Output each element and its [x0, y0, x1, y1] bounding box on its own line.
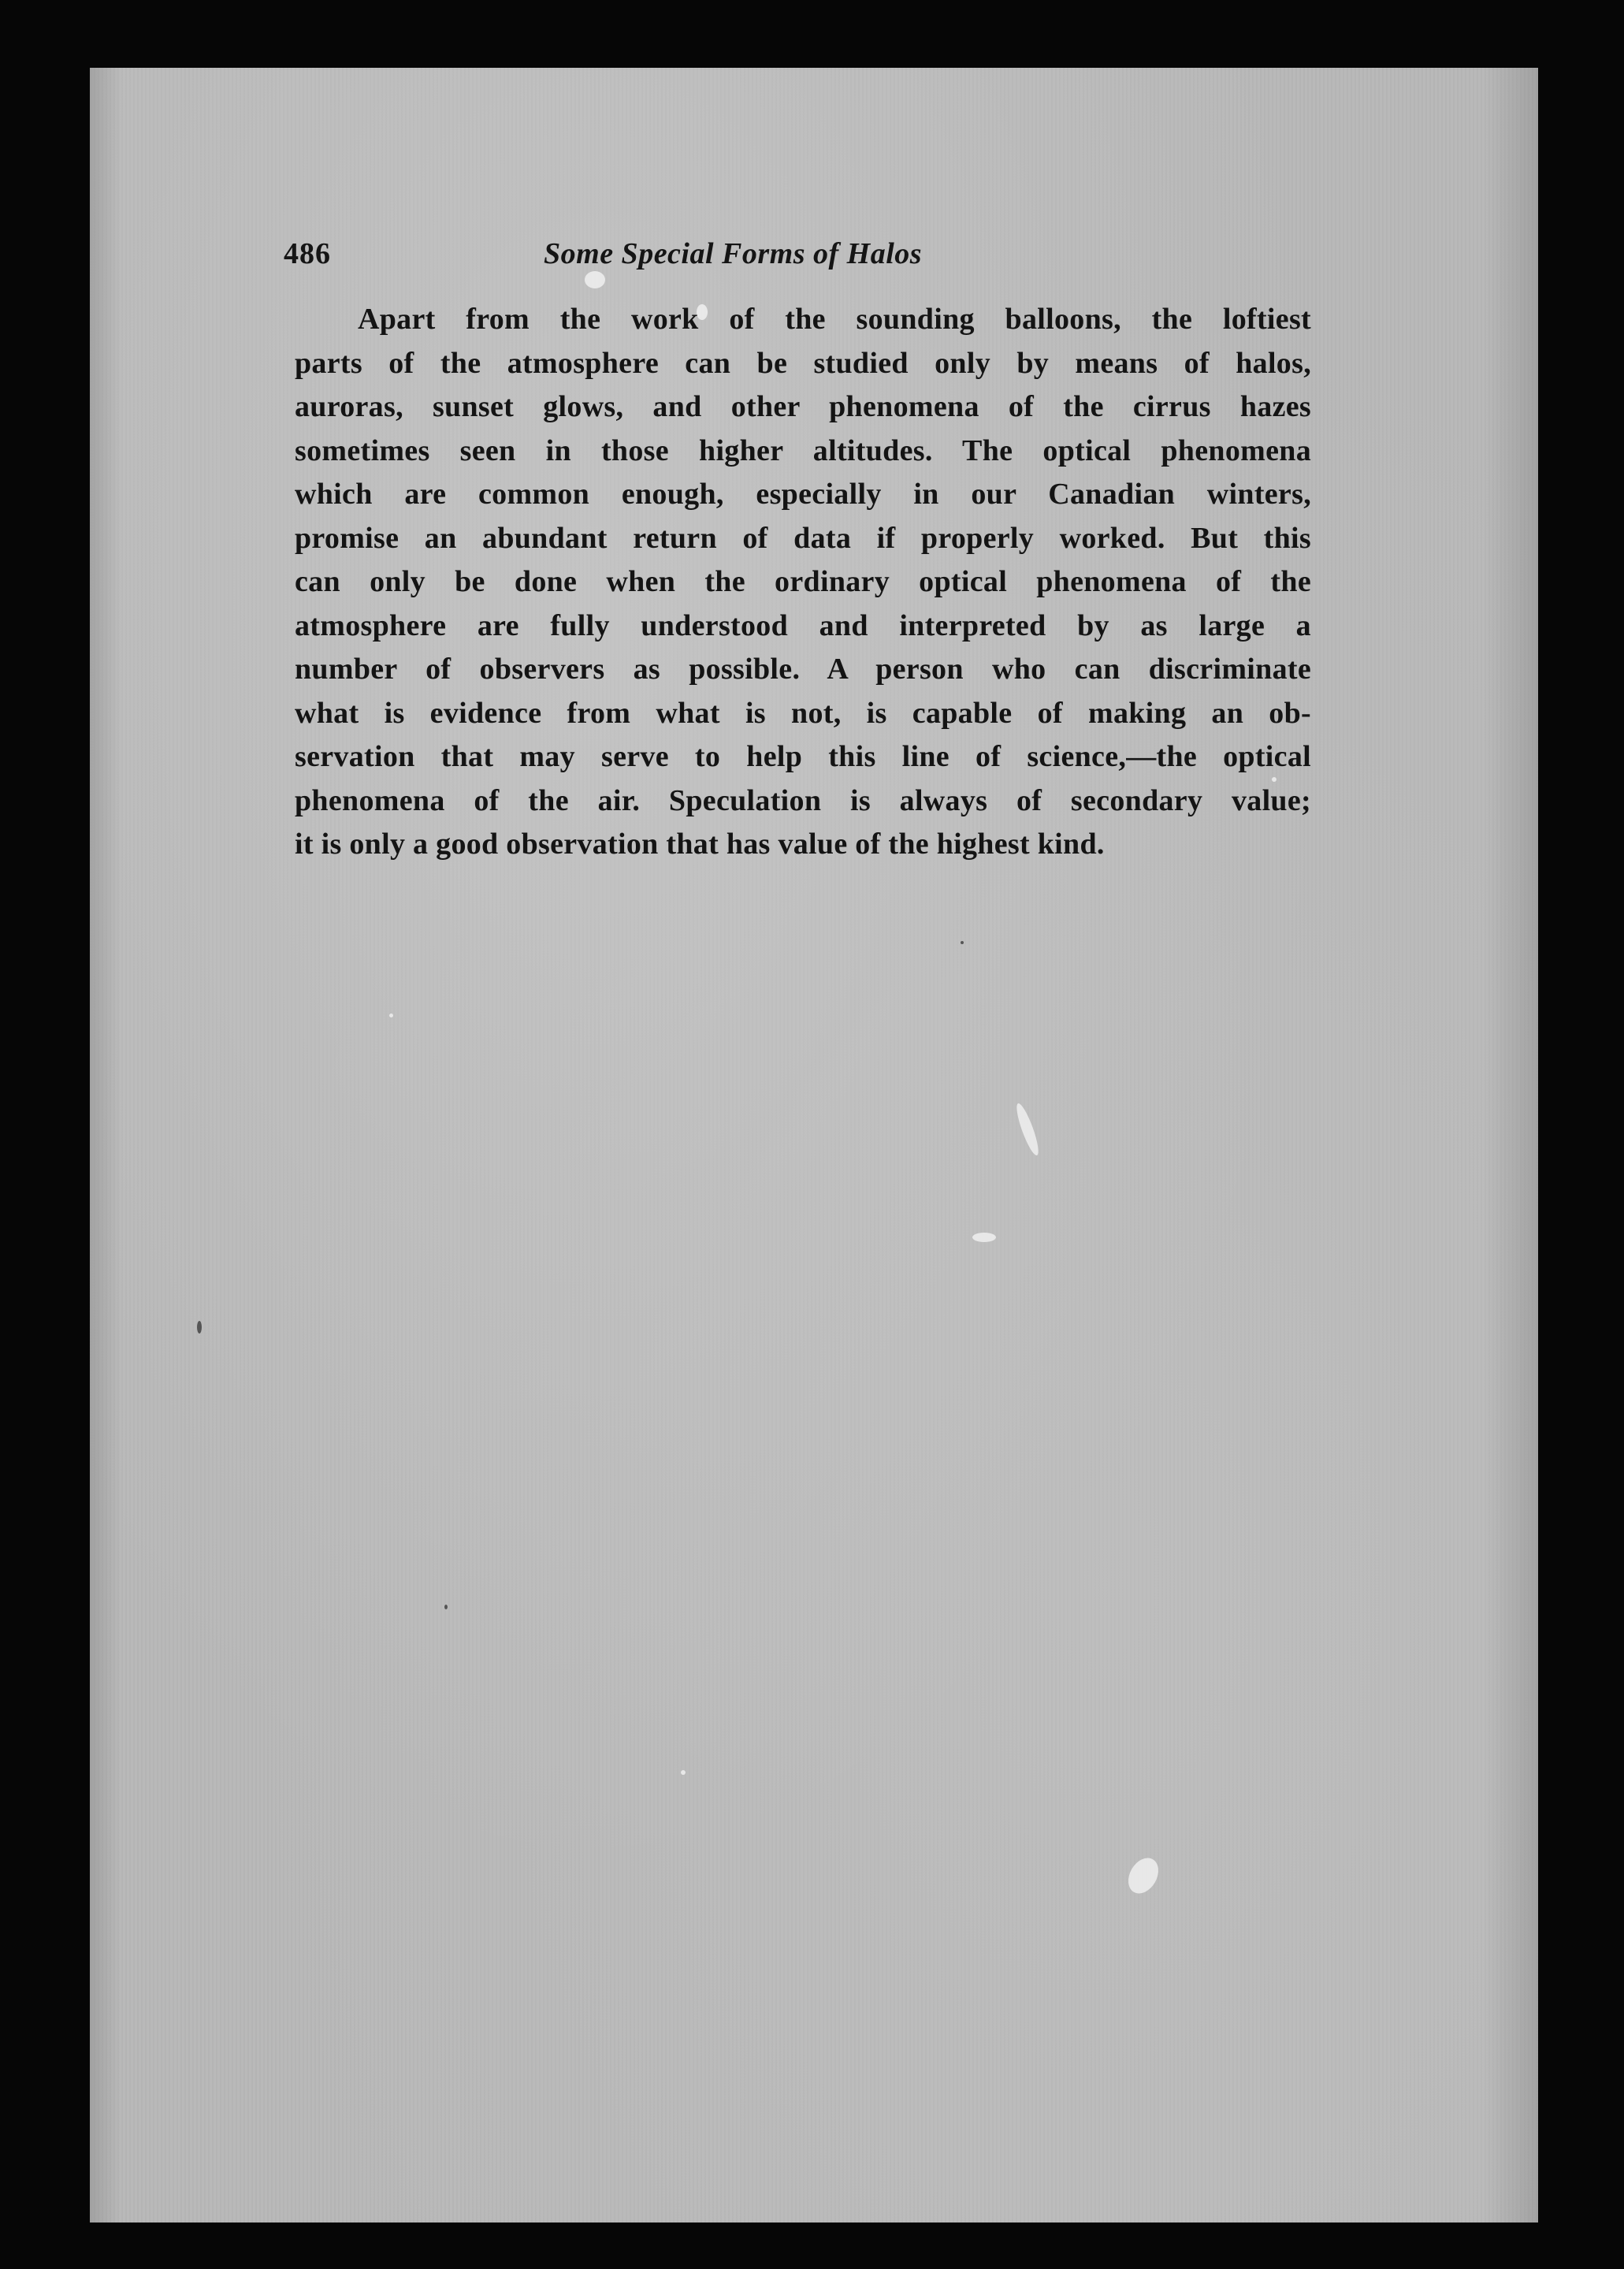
text-line: auroras, sunset glows, and other phenomena of the cirrus hazes	[295, 390, 1311, 423]
text-line: servation that may serve to help this line of science,—the optical	[295, 740, 1311, 773]
dust-speck	[972, 1233, 996, 1242]
text-line: Apart from the work of the sounding balloons, the loftiest	[358, 303, 1311, 336]
text-line: atmosphere are fully understood and interpreted by as large a	[295, 608, 1311, 642]
text-line: sometimes seen in those higher altitudes. The optical phenomena	[295, 433, 1311, 467]
dust-speck	[961, 941, 964, 944]
text-line: promise an abundant return of data if properly worked. But this	[295, 521, 1311, 555]
text-line: what is evidence from what is not, is capable of making an ob-	[295, 696, 1311, 730]
text-line: parts of the atmosphere can be studied only by means of halos,	[295, 346, 1311, 380]
text-line: number of observers as possible. A person who can discriminate	[295, 653, 1311, 686]
text-line: it is only a good observation that has value of the highest kind.	[295, 828, 1105, 861]
dust-speck	[681, 1770, 686, 1775]
text-line: which are common enough, especially in our Canadian winters,	[295, 478, 1311, 511]
page-number: 486	[284, 237, 331, 270]
dust-speck	[1122, 1853, 1164, 1899]
page-shadow-left	[90, 68, 121, 2223]
body-paragraph	[295, 298, 1311, 867]
running-header	[284, 236, 1316, 284]
dust-speck	[1013, 1102, 1042, 1158]
page-shadow-right	[1483, 68, 1538, 2223]
dust-speck	[197, 1321, 202, 1334]
running-title: Some Special Forms of Halos	[544, 237, 923, 270]
text-line: can only be done when the ordinary optical phenomena of the	[295, 565, 1311, 598]
text-line: phenomena of the air. Speculation is always of secondary value;	[295, 783, 1311, 817]
dust-speck	[389, 1014, 393, 1017]
dust-speck	[444, 1605, 448, 1609]
